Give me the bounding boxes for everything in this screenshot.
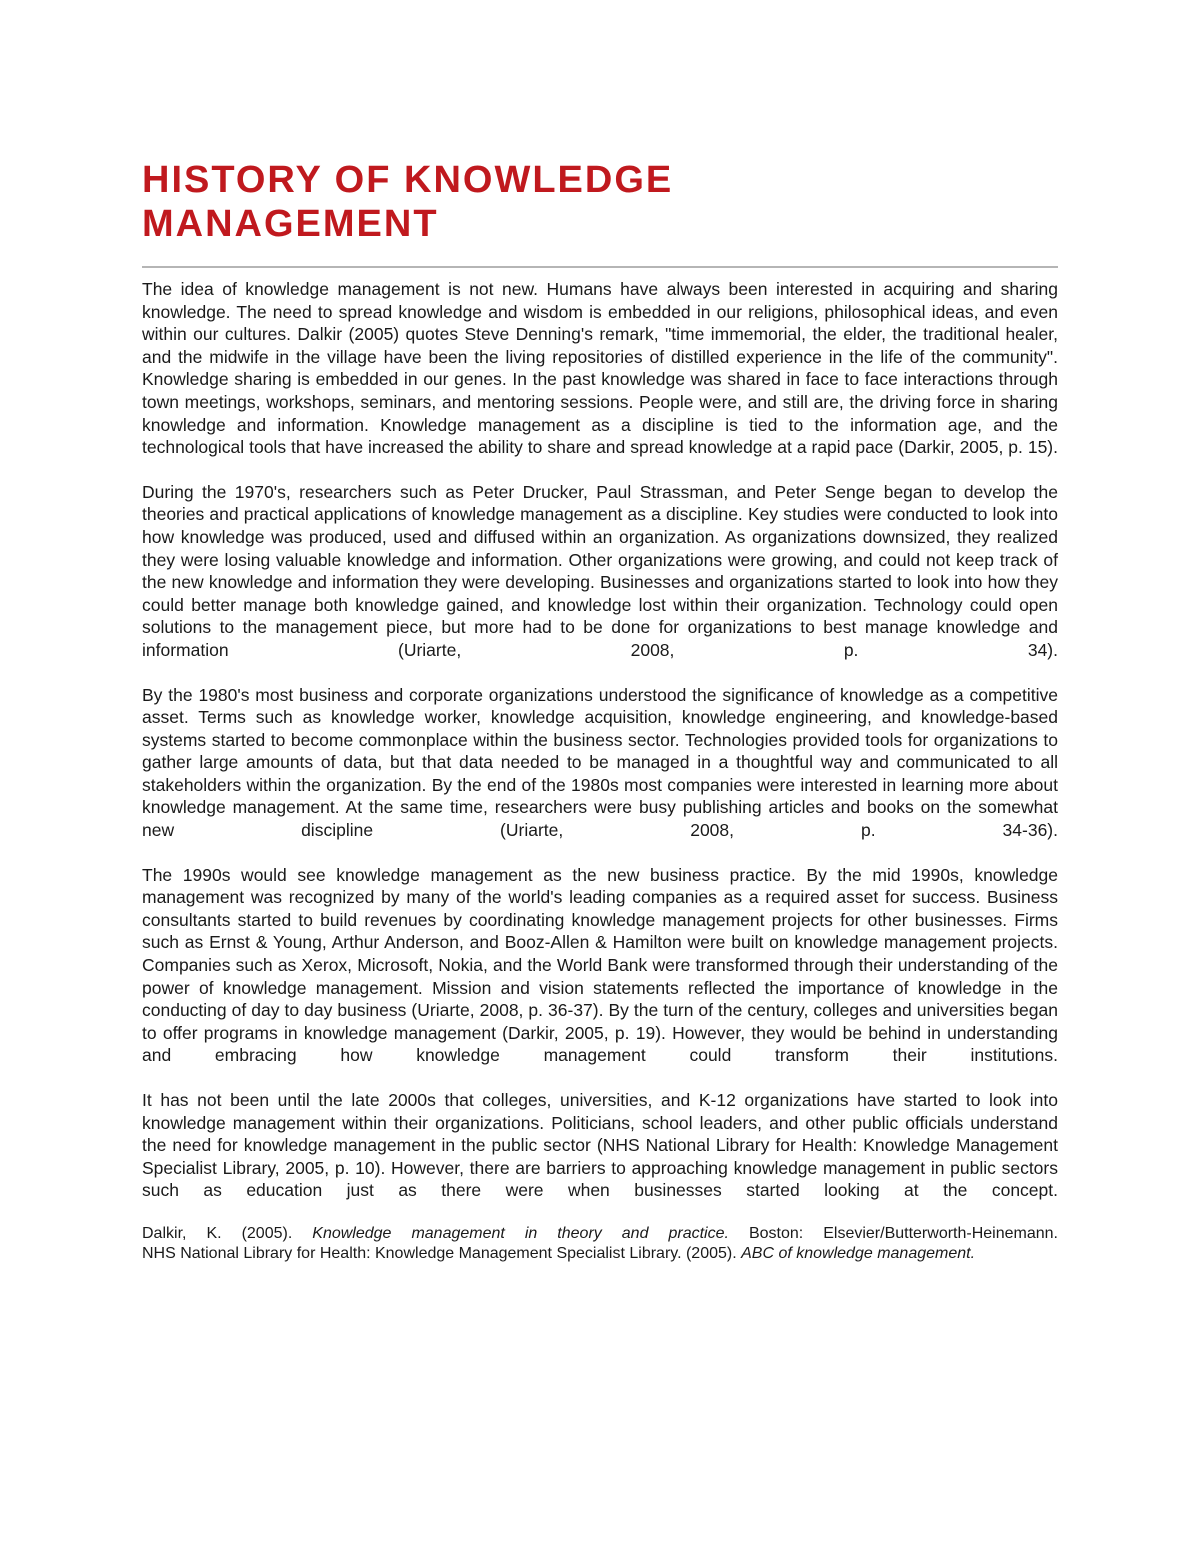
page-title <box>142 158 1058 246</box>
title-line-1: HISTORY OF KNOWLEDGE <box>142 159 674 201</box>
reference-item <box>142 1224 1058 1244</box>
reference-item <box>142 1244 1058 1264</box>
paragraph-5: It has not been until the late 2000s that colleges, universities, and K-12 organizations have started to look into knowledge management within their organizations. Politicians, school leaders, and other public officials understand the need for knowledge management in the public sector (NHS National Library for Health: Knowledge Management Specialist Library, 2005, p. 10). However, there are barriers to approaching knowledge management in public sectors such as education just as there were when businesses started looking at the concept. <box>142 1090 1058 1201</box>
document-body <box>142 278 1058 1202</box>
reference-author: NHS National Library for Health: Knowledge Management Specialist Library. (2005). <box>142 1244 742 1262</box>
paragraph-2: During the 1970's, researchers such as Peter Drucker, Paul Strassman, and Peter Senge began to develop the theories and practical applications of knowledge management as a discipline. Key studies were conducted to look into how knowledge was produced, used and diffused within an organization. As organizations downsized, they realized they were losing valuable knowledge and information. Other organizations were growing, and could not keep track of the new knowledge and information they were developing. Businesses and organizations started to look into how they could better manage both knowledge gained, and knowledge lost within their organization. Technology could open solutions to the management piece, but more had to be done for organizations to best manage knowledge and information (Uriarte, 2008, p. 34). <box>142 481 1058 660</box>
paragraph-1: The idea of knowledge management is not new. Humans have always been interested in acquiring and sharing knowledge. The need to spread knowledge and wisdom is embedded in our religions, philosophical ideas, and even within our cultures. Dalkir (2005) quotes Steve Denning's remark, "time immemorial, the elder, the traditional healer, and the midwife in the village have been the living repositories of distilled experience in the life of the community". Knowledge sharing is embedded in our genes. In the past knowledge was shared in face to face interactions through town meetings, workshops, seminars, and mentoring sessions. People were, and still are, the driving force in sharing knowledge and information. Knowledge management as a discipline is tied to the information age, and the technological tools that have increased the ability to share and spread knowledge at a rapid pace (Darkir, 2005, p. 15). <box>142 279 1058 458</box>
title-line-2: MANAGEMENT <box>142 203 439 245</box>
references-list <box>142 1224 1058 1264</box>
reference-publisher: Boston: Elsevier/Butterworth-Heinemann. <box>728 1224 1058 1242</box>
paragraph-3: By the 1980's most business and corporate organizations understood the significance of knowledge as a competitive asset. Terms such as knowledge worker, knowledge acquisition, knowledge engineering, and knowledge-based systems started to become commonplace within the business sector. Technologies provided tools for organizations to gather large amounts of data, but that data needed to be managed in a thoughtful way and communicated to all stakeholders within the organization. By the end of the 1980s most companies were interested in learning more about knowledge management. At the same time, researchers were busy publishing articles and books on the somewhat new discipline (Uriarte, 2008, p. 34-36). <box>142 684 1058 841</box>
title-divider <box>142 266 1058 268</box>
reference-title: ABC of knowledge management. <box>741 1244 976 1262</box>
reference-title: Knowledge management in theory and practice. <box>312 1224 729 1242</box>
reference-author: Dalkir, K. (2005). <box>142 1224 313 1242</box>
paragraph-4: The 1990s would see knowledge management as the new business practice. By the mid 1990s, knowledge management was recognized by many of the world's leading companies as a required asset for success. Business consultants started to build revenues by coordinating knowledge management projects for other businesses. Firms such as Ernst & Young, Arthur Anderson, and Booz-Allen & Hamilton were built on knowledge management projects. Companies such as Xerox, Microsoft, Nokia, and the World Bank were transformed through their understanding of the power of knowledge management. Mission and vision statements reflected the importance of knowledge in the conducting of day to day business (Uriarte, 2008, p. 36-37). By the turn of the century, colleges and universities began to offer programs in knowledge management (Darkir, 2005, p. 19). However, they would be behind in understanding and embracing how knowledge management could transform their institutions. <box>142 864 1058 1066</box>
document-page <box>142 158 1058 1264</box>
